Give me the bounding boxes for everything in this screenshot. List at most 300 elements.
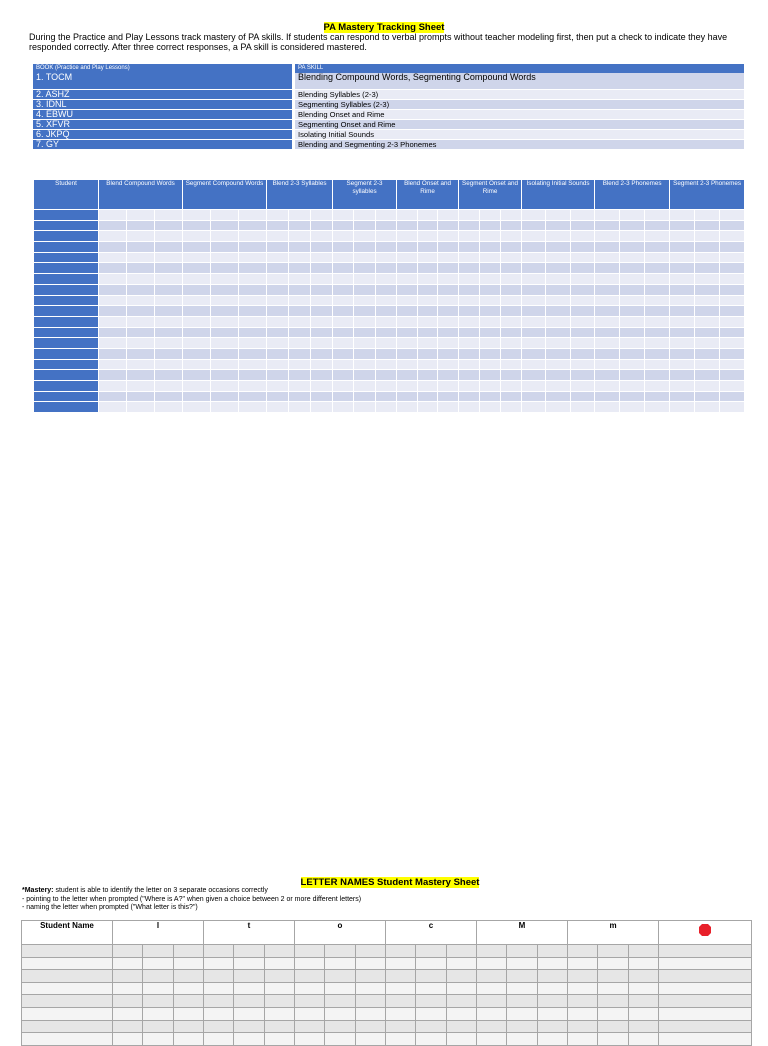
student-name-cell[interactable] <box>34 284 99 295</box>
check-cell[interactable] <box>720 381 745 392</box>
check-cell[interactable] <box>211 252 239 263</box>
check-cell[interactable] <box>480 381 501 392</box>
check-cell[interactable] <box>354 210 375 221</box>
check-cell[interactable] <box>620 348 645 359</box>
check-cell[interactable] <box>446 970 476 983</box>
check-cell[interactable] <box>570 402 594 413</box>
check-cell[interactable] <box>459 316 480 327</box>
check-cell[interactable] <box>127 210 155 221</box>
check-cell[interactable] <box>522 370 546 381</box>
check-cell[interactable] <box>155 306 183 317</box>
check-cell[interactable] <box>375 263 396 274</box>
check-cell[interactable] <box>598 970 628 983</box>
stop-cell[interactable] <box>659 970 752 983</box>
check-cell[interactable] <box>264 1020 294 1033</box>
check-cell[interactable] <box>501 316 522 327</box>
check-cell[interactable] <box>417 370 438 381</box>
check-cell[interactable] <box>294 957 324 970</box>
check-cell[interactable] <box>397 316 418 327</box>
check-cell[interactable] <box>670 210 695 221</box>
check-cell[interactable] <box>239 402 267 413</box>
check-cell[interactable] <box>375 231 396 242</box>
check-cell[interactable] <box>99 252 127 263</box>
check-cell[interactable] <box>155 348 183 359</box>
check-cell[interactable] <box>546 295 570 306</box>
check-cell[interactable] <box>311 359 333 370</box>
check-cell[interactable] <box>695 338 720 349</box>
check-cell[interactable] <box>546 338 570 349</box>
check-cell[interactable] <box>501 284 522 295</box>
check-cell[interactable] <box>595 359 620 370</box>
check-cell[interactable] <box>127 381 155 392</box>
check-cell[interactable] <box>173 1007 203 1020</box>
check-cell[interactable] <box>459 220 480 231</box>
check-cell[interactable] <box>289 338 311 349</box>
check-cell[interactable] <box>477 982 507 995</box>
check-cell[interactable] <box>595 263 620 274</box>
check-cell[interactable] <box>183 327 211 338</box>
check-cell[interactable] <box>234 1033 264 1046</box>
check-cell[interactable] <box>211 338 239 349</box>
check-cell[interactable] <box>311 370 333 381</box>
check-cell[interactable] <box>480 391 501 402</box>
check-cell[interactable] <box>568 945 598 958</box>
check-cell[interactable] <box>234 957 264 970</box>
check-cell[interactable] <box>264 970 294 983</box>
check-cell[interactable] <box>620 242 645 253</box>
check-cell[interactable] <box>570 327 594 338</box>
check-cell[interactable] <box>620 381 645 392</box>
check-cell[interactable] <box>720 231 745 242</box>
check-cell[interactable] <box>375 348 396 359</box>
check-cell[interactable] <box>480 242 501 253</box>
check-cell[interactable] <box>480 338 501 349</box>
check-cell[interactable] <box>507 995 537 1008</box>
check-cell[interactable] <box>183 381 211 392</box>
check-cell[interactable] <box>127 370 155 381</box>
check-cell[interactable] <box>99 263 127 274</box>
check-cell[interactable] <box>239 306 267 317</box>
check-cell[interactable] <box>397 284 418 295</box>
check-cell[interactable] <box>155 274 183 285</box>
check-cell[interactable] <box>501 295 522 306</box>
check-cell[interactable] <box>628 957 658 970</box>
check-cell[interactable] <box>546 370 570 381</box>
check-cell[interactable] <box>203 945 233 958</box>
check-cell[interactable] <box>354 295 375 306</box>
check-cell[interactable] <box>211 348 239 359</box>
check-cell[interactable] <box>354 348 375 359</box>
check-cell[interactable] <box>695 231 720 242</box>
check-cell[interactable] <box>595 316 620 327</box>
check-cell[interactable] <box>264 995 294 1008</box>
check-cell[interactable] <box>595 252 620 263</box>
check-cell[interactable] <box>99 306 127 317</box>
check-cell[interactable] <box>598 1033 628 1046</box>
check-cell[interactable] <box>203 982 233 995</box>
student-name-cell[interactable] <box>34 210 99 221</box>
check-cell[interactable] <box>173 1020 203 1033</box>
check-cell[interactable] <box>507 1020 537 1033</box>
check-cell[interactable] <box>720 338 745 349</box>
check-cell[interactable] <box>333 402 354 413</box>
check-cell[interactable] <box>155 381 183 392</box>
check-cell[interactable] <box>595 381 620 392</box>
check-cell[interactable] <box>522 274 546 285</box>
check-cell[interactable] <box>173 1033 203 1046</box>
check-cell[interactable] <box>311 220 333 231</box>
check-cell[interactable] <box>127 402 155 413</box>
check-cell[interactable] <box>127 338 155 349</box>
check-cell[interactable] <box>480 359 501 370</box>
check-cell[interactable] <box>325 1007 355 1020</box>
check-cell[interactable] <box>143 957 173 970</box>
check-cell[interactable] <box>239 370 267 381</box>
student-name-cell[interactable] <box>34 359 99 370</box>
check-cell[interactable] <box>670 242 695 253</box>
check-cell[interactable] <box>239 348 267 359</box>
check-cell[interactable] <box>522 338 546 349</box>
check-cell[interactable] <box>289 348 311 359</box>
check-cell[interactable] <box>568 957 598 970</box>
check-cell[interactable] <box>720 316 745 327</box>
check-cell[interactable] <box>695 220 720 231</box>
check-cell[interactable] <box>546 391 570 402</box>
student-name-cell[interactable] <box>34 306 99 317</box>
check-cell[interactable] <box>595 402 620 413</box>
check-cell[interactable] <box>459 391 480 402</box>
student-name-cell[interactable] <box>34 252 99 263</box>
check-cell[interactable] <box>438 370 459 381</box>
check-cell[interactable] <box>620 391 645 402</box>
check-cell[interactable] <box>311 210 333 221</box>
check-cell[interactable] <box>695 252 720 263</box>
check-cell[interactable] <box>522 306 546 317</box>
check-cell[interactable] <box>375 242 396 253</box>
check-cell[interactable] <box>267 284 289 295</box>
check-cell[interactable] <box>501 231 522 242</box>
check-cell[interactable] <box>155 295 183 306</box>
check-cell[interactable] <box>522 231 546 242</box>
check-cell[interactable] <box>438 381 459 392</box>
check-cell[interactable] <box>670 316 695 327</box>
check-cell[interactable] <box>417 338 438 349</box>
check-cell[interactable] <box>417 210 438 221</box>
check-cell[interactable] <box>670 274 695 285</box>
check-cell[interactable] <box>459 306 480 317</box>
check-cell[interactable] <box>459 284 480 295</box>
check-cell[interactable] <box>438 359 459 370</box>
check-cell[interactable] <box>264 945 294 958</box>
check-cell[interactable] <box>568 1020 598 1033</box>
check-cell[interactable] <box>546 231 570 242</box>
check-cell[interactable] <box>264 1033 294 1046</box>
check-cell[interactable] <box>595 348 620 359</box>
check-cell[interactable] <box>155 338 183 349</box>
check-cell[interactable] <box>354 338 375 349</box>
check-cell[interactable] <box>570 220 594 231</box>
check-cell[interactable] <box>211 242 239 253</box>
check-cell[interactable] <box>501 263 522 274</box>
check-cell[interactable] <box>239 274 267 285</box>
student-name-cell[interactable] <box>34 295 99 306</box>
check-cell[interactable] <box>628 995 658 1008</box>
check-cell[interactable] <box>522 348 546 359</box>
check-cell[interactable] <box>397 220 418 231</box>
check-cell[interactable] <box>386 945 416 958</box>
check-cell[interactable] <box>113 970 143 983</box>
check-cell[interactable] <box>670 284 695 295</box>
check-cell[interactable] <box>438 316 459 327</box>
check-cell[interactable] <box>645 391 670 402</box>
check-cell[interactable] <box>459 381 480 392</box>
check-cell[interactable] <box>645 338 670 349</box>
check-cell[interactable] <box>127 348 155 359</box>
check-cell[interactable] <box>620 338 645 349</box>
student-name-cell[interactable] <box>22 1007 113 1020</box>
check-cell[interactable] <box>695 381 720 392</box>
check-cell[interactable] <box>568 1033 598 1046</box>
check-cell[interactable] <box>289 327 311 338</box>
check-cell[interactable] <box>522 220 546 231</box>
check-cell[interactable] <box>143 1020 173 1033</box>
check-cell[interactable] <box>99 370 127 381</box>
check-cell[interactable] <box>267 242 289 253</box>
check-cell[interactable] <box>355 945 385 958</box>
check-cell[interactable] <box>397 370 418 381</box>
check-cell[interactable] <box>99 402 127 413</box>
check-cell[interactable] <box>522 252 546 263</box>
check-cell[interactable] <box>477 970 507 983</box>
check-cell[interactable] <box>501 242 522 253</box>
check-cell[interactable] <box>507 945 537 958</box>
check-cell[interactable] <box>183 210 211 221</box>
check-cell[interactable] <box>99 381 127 392</box>
check-cell[interactable] <box>234 970 264 983</box>
check-cell[interactable] <box>595 391 620 402</box>
check-cell[interactable] <box>113 995 143 1008</box>
check-cell[interactable] <box>670 359 695 370</box>
check-cell[interactable] <box>570 338 594 349</box>
check-cell[interactable] <box>670 231 695 242</box>
check-cell[interactable] <box>294 982 324 995</box>
check-cell[interactable] <box>311 402 333 413</box>
check-cell[interactable] <box>507 1033 537 1046</box>
check-cell[interactable] <box>234 945 264 958</box>
check-cell[interactable] <box>397 381 418 392</box>
check-cell[interactable] <box>267 252 289 263</box>
check-cell[interactable] <box>480 274 501 285</box>
check-cell[interactable] <box>211 210 239 221</box>
check-cell[interactable] <box>645 348 670 359</box>
check-cell[interactable] <box>267 274 289 285</box>
check-cell[interactable] <box>311 391 333 402</box>
check-cell[interactable] <box>355 957 385 970</box>
check-cell[interactable] <box>522 242 546 253</box>
check-cell[interactable] <box>333 220 354 231</box>
check-cell[interactable] <box>446 1007 476 1020</box>
check-cell[interactable] <box>333 381 354 392</box>
check-cell[interactable] <box>416 957 446 970</box>
check-cell[interactable] <box>183 252 211 263</box>
check-cell[interactable] <box>695 348 720 359</box>
check-cell[interactable] <box>720 263 745 274</box>
check-cell[interactable] <box>289 370 311 381</box>
check-cell[interactable] <box>354 220 375 231</box>
check-cell[interactable] <box>354 370 375 381</box>
check-cell[interactable] <box>645 295 670 306</box>
check-cell[interactable] <box>620 274 645 285</box>
check-cell[interactable] <box>446 995 476 1008</box>
check-cell[interactable] <box>375 316 396 327</box>
check-cell[interactable] <box>173 945 203 958</box>
check-cell[interactable] <box>143 995 173 1008</box>
check-cell[interactable] <box>645 263 670 274</box>
check-cell[interactable] <box>417 295 438 306</box>
check-cell[interactable] <box>459 263 480 274</box>
check-cell[interactable] <box>416 995 446 1008</box>
check-cell[interactable] <box>173 957 203 970</box>
check-cell[interactable] <box>264 982 294 995</box>
check-cell[interactable] <box>695 316 720 327</box>
check-cell[interactable] <box>397 242 418 253</box>
check-cell[interactable] <box>127 306 155 317</box>
check-cell[interactable] <box>183 306 211 317</box>
check-cell[interactable] <box>375 327 396 338</box>
check-cell[interactable] <box>480 348 501 359</box>
check-cell[interactable] <box>99 284 127 295</box>
check-cell[interactable] <box>570 295 594 306</box>
check-cell[interactable] <box>670 252 695 263</box>
check-cell[interactable] <box>211 306 239 317</box>
check-cell[interactable] <box>113 1020 143 1033</box>
student-name-cell[interactable] <box>34 316 99 327</box>
check-cell[interactable] <box>417 284 438 295</box>
check-cell[interactable] <box>127 295 155 306</box>
check-cell[interactable] <box>480 327 501 338</box>
check-cell[interactable] <box>670 348 695 359</box>
check-cell[interactable] <box>239 391 267 402</box>
check-cell[interactable] <box>480 252 501 263</box>
check-cell[interactable] <box>127 263 155 274</box>
check-cell[interactable] <box>645 316 670 327</box>
check-cell[interactable] <box>501 306 522 317</box>
check-cell[interactable] <box>477 995 507 1008</box>
check-cell[interactable] <box>598 982 628 995</box>
check-cell[interactable] <box>397 274 418 285</box>
check-cell[interactable] <box>386 995 416 1008</box>
check-cell[interactable] <box>537 1007 567 1020</box>
check-cell[interactable] <box>183 231 211 242</box>
check-cell[interactable] <box>183 338 211 349</box>
check-cell[interactable] <box>289 391 311 402</box>
check-cell[interactable] <box>720 252 745 263</box>
check-cell[interactable] <box>155 359 183 370</box>
check-cell[interactable] <box>720 295 745 306</box>
check-cell[interactable] <box>501 274 522 285</box>
check-cell[interactable] <box>522 402 546 413</box>
check-cell[interactable] <box>355 1020 385 1033</box>
check-cell[interactable] <box>267 327 289 338</box>
student-name-cell[interactable] <box>22 995 113 1008</box>
check-cell[interactable] <box>211 284 239 295</box>
check-cell[interactable] <box>522 295 546 306</box>
check-cell[interactable] <box>501 252 522 263</box>
check-cell[interactable] <box>695 327 720 338</box>
check-cell[interactable] <box>570 306 594 317</box>
check-cell[interactable] <box>598 945 628 958</box>
check-cell[interactable] <box>695 370 720 381</box>
check-cell[interactable] <box>311 381 333 392</box>
check-cell[interactable] <box>446 982 476 995</box>
check-cell[interactable] <box>546 242 570 253</box>
check-cell[interactable] <box>113 1033 143 1046</box>
check-cell[interactable] <box>645 242 670 253</box>
check-cell[interactable] <box>695 242 720 253</box>
check-cell[interactable] <box>720 327 745 338</box>
check-cell[interactable] <box>570 359 594 370</box>
check-cell[interactable] <box>480 306 501 317</box>
check-cell[interactable] <box>438 284 459 295</box>
check-cell[interactable] <box>459 338 480 349</box>
check-cell[interactable] <box>417 327 438 338</box>
check-cell[interactable] <box>522 284 546 295</box>
check-cell[interactable] <box>99 327 127 338</box>
check-cell[interactable] <box>720 402 745 413</box>
check-cell[interactable] <box>311 263 333 274</box>
check-cell[interactable] <box>501 391 522 402</box>
check-cell[interactable] <box>438 252 459 263</box>
check-cell[interactable] <box>311 274 333 285</box>
check-cell[interactable] <box>155 242 183 253</box>
check-cell[interactable] <box>595 327 620 338</box>
check-cell[interactable] <box>438 338 459 349</box>
check-cell[interactable] <box>203 1007 233 1020</box>
check-cell[interactable] <box>325 970 355 983</box>
check-cell[interactable] <box>183 220 211 231</box>
check-cell[interactable] <box>375 370 396 381</box>
check-cell[interactable] <box>183 391 211 402</box>
check-cell[interactable] <box>354 242 375 253</box>
check-cell[interactable] <box>480 263 501 274</box>
check-cell[interactable] <box>397 295 418 306</box>
check-cell[interactable] <box>99 338 127 349</box>
check-cell[interactable] <box>239 295 267 306</box>
check-cell[interactable] <box>267 316 289 327</box>
check-cell[interactable] <box>568 970 598 983</box>
check-cell[interactable] <box>522 263 546 274</box>
check-cell[interactable] <box>620 284 645 295</box>
check-cell[interactable] <box>267 263 289 274</box>
check-cell[interactable] <box>127 274 155 285</box>
check-cell[interactable] <box>438 242 459 253</box>
check-cell[interactable] <box>234 995 264 1008</box>
check-cell[interactable] <box>595 284 620 295</box>
check-cell[interactable] <box>397 348 418 359</box>
check-cell[interactable] <box>507 957 537 970</box>
check-cell[interactable] <box>720 274 745 285</box>
check-cell[interactable] <box>354 316 375 327</box>
student-name-cell[interactable] <box>34 220 99 231</box>
check-cell[interactable] <box>446 1020 476 1033</box>
check-cell[interactable] <box>386 982 416 995</box>
check-cell[interactable] <box>501 359 522 370</box>
check-cell[interactable] <box>501 402 522 413</box>
check-cell[interactable] <box>355 970 385 983</box>
check-cell[interactable] <box>645 284 670 295</box>
check-cell[interactable] <box>477 957 507 970</box>
check-cell[interactable] <box>375 274 396 285</box>
